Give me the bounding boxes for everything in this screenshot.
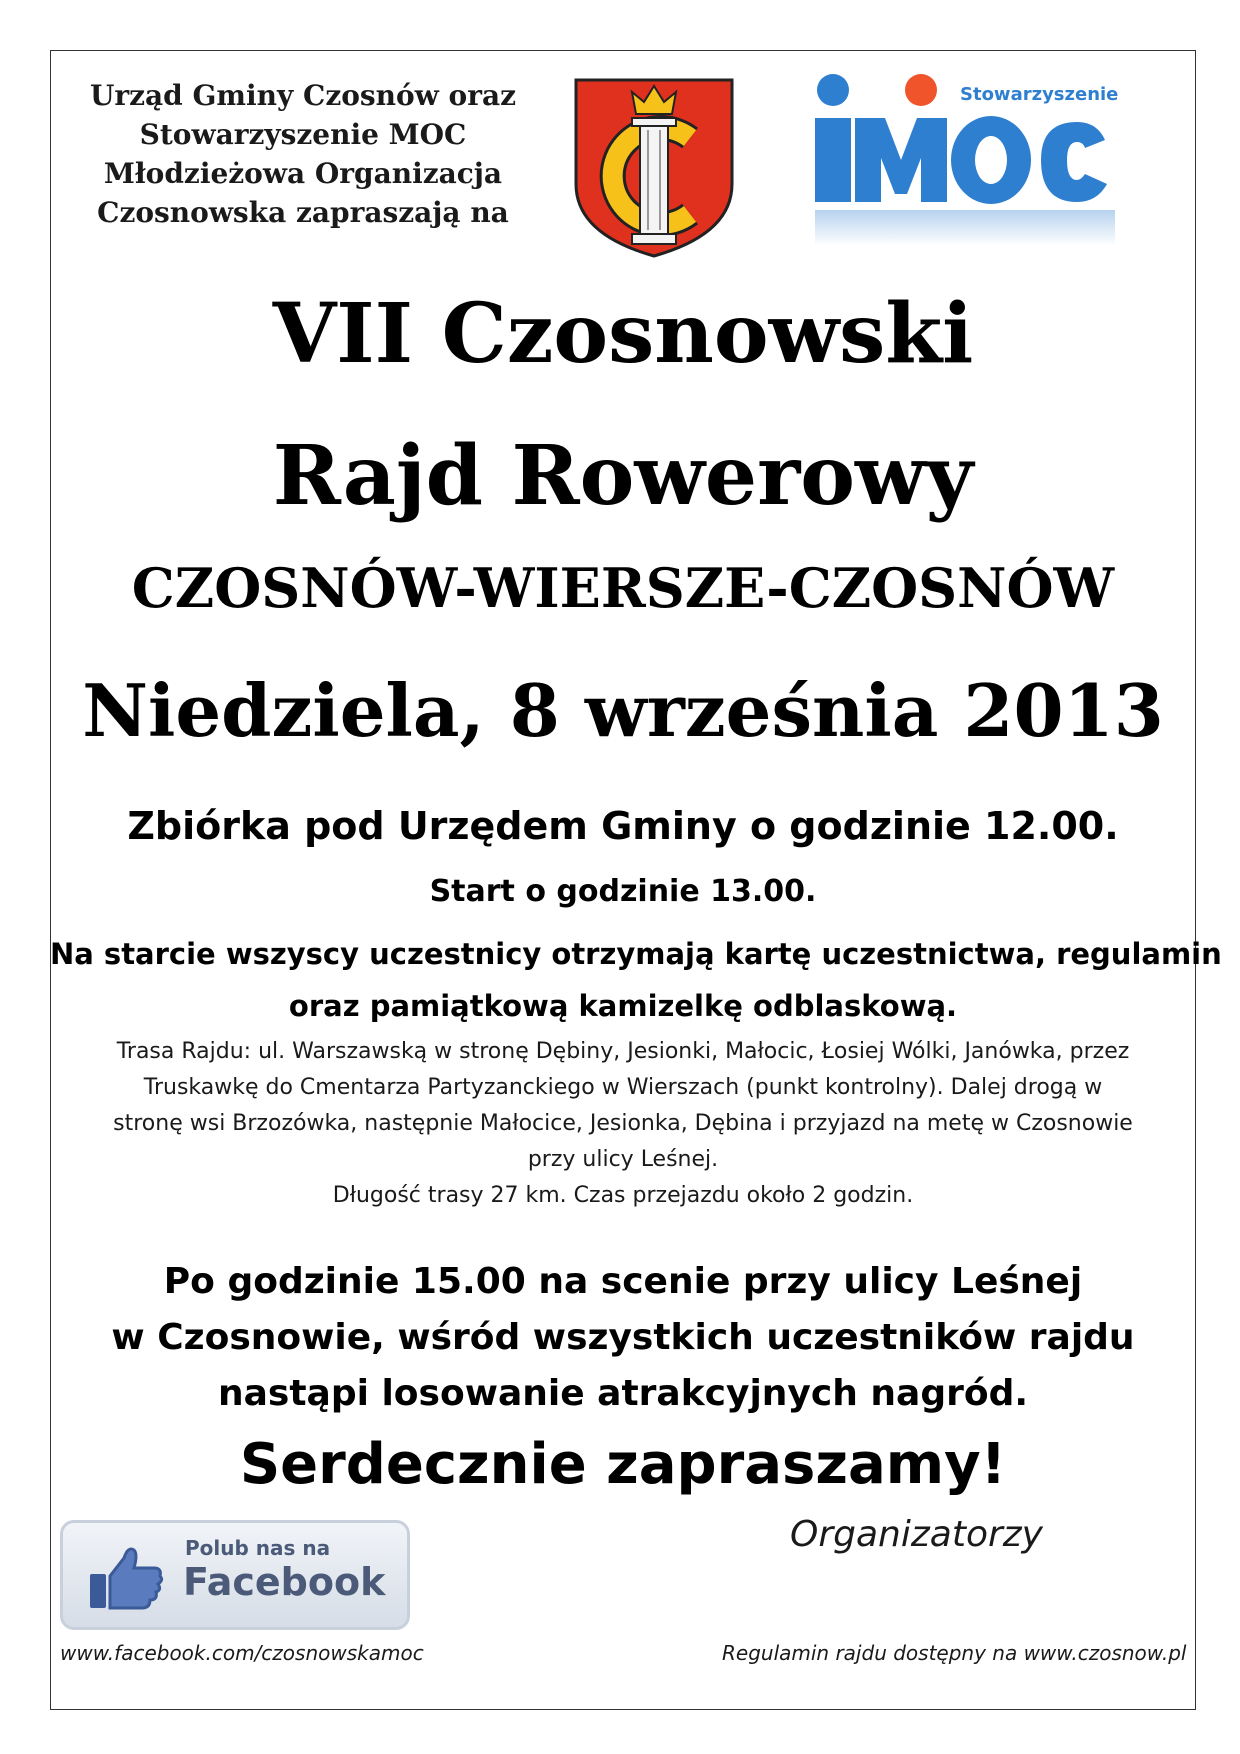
route-line: stronę wsi Brzozówka, następnie Małocice, Jesionka, Dębina i przyjazd na metę w Czosnowie bbox=[113, 1111, 1133, 1136]
facebook-badge-line1: Polub nas na bbox=[185, 1536, 331, 1560]
organizers-line: Stowarzyszenie MOC bbox=[139, 118, 467, 151]
route-name: CZOSNÓW-WIERSZE-CZOSNÓW bbox=[131, 556, 1115, 620]
rules-note: Regulamin rajdu dostępny na www.czosnow.pl bbox=[722, 1641, 1187, 1665]
moc-logo-small-text: Stowarzyszenie bbox=[960, 84, 1119, 105]
prize-line3: nastąpi losowanie atrakcyjnych nagród. bbox=[217, 1373, 1029, 1414]
prize-line2: w Czosnowie, wśród wszystkich uczestników rajdu bbox=[111, 1317, 1135, 1358]
event-date: Niedziela, 8 września 2013 bbox=[82, 668, 1164, 753]
invitation-closing: Serdecznie zapraszamy! bbox=[239, 1432, 1007, 1497]
prize-draw-info bbox=[50, 1254, 1196, 1422]
route-length: Długość trasy 27 km. Czas przejazdu około 2 godzin. bbox=[332, 1183, 914, 1208]
kit-info-line1: Na starcie wszyscy uczestnicy otrzymają kartę uczestnictwa, regulamin bbox=[50, 937, 1222, 971]
czosnow-coat-of-arms-logo bbox=[572, 74, 736, 260]
route-line: Trasa Rajdu: ul. Warszawską w stronę Dębiny, Jesionki, Małocic, Łosiej Wólki, Janówka, przez bbox=[116, 1039, 1130, 1064]
organizers-line: Urząd Gminy Czosnów oraz bbox=[89, 79, 517, 112]
organizers-line: Czosnowska zapraszają na bbox=[97, 196, 509, 229]
kit-info bbox=[50, 928, 1222, 1032]
event-title-line1: VII Czosnowski bbox=[272, 286, 974, 382]
organizers-line: Młodzieżowa Organizacja bbox=[103, 157, 503, 190]
facebook-badge-line2: Facebook bbox=[183, 1560, 386, 1604]
route-line: Truskawkę do Cmentarza Partyzanckiego w Wierszach (punkt kontrolny). Dalej drogą w bbox=[143, 1075, 1103, 1100]
thumbs-up-icon bbox=[86, 1538, 166, 1618]
prize-line1: Po godzinie 15.00 na scenie przy ulicy Leśnej bbox=[163, 1261, 1083, 1302]
signature-organizers: Organizatorzy bbox=[790, 1514, 1043, 1555]
kit-info-line2: oraz pamiątkową kamizelkę odblaskową. bbox=[288, 989, 958, 1023]
route-line: przy ulicy Leśnej. bbox=[527, 1147, 719, 1172]
event-title-line2: Rajd Rowerowy bbox=[272, 428, 974, 524]
stowarzyszenie-moc-logo bbox=[815, 70, 1155, 250]
route-description bbox=[60, 1034, 1186, 1214]
organizers-intro bbox=[78, 76, 528, 232]
facebook-url-link[interactable]: www.facebook.com/czosnowskamoc bbox=[60, 1641, 424, 1665]
gathering-info: Zbiórka pod Urzędem Gminy o godzinie 12.00. bbox=[127, 804, 1119, 848]
start-info: Start o godzinie 13.00. bbox=[429, 874, 817, 909]
